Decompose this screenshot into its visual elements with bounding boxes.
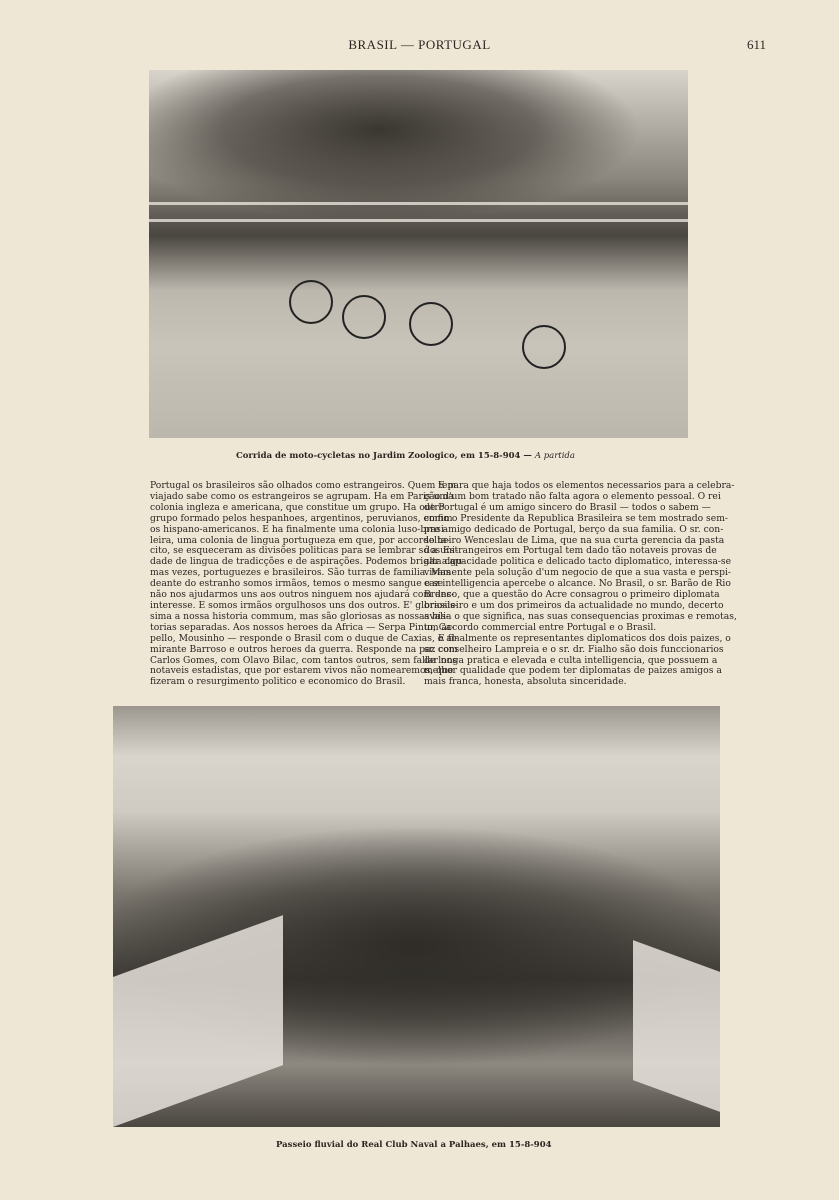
banquet-table <box>113 915 283 1127</box>
article-left-column <box>150 480 466 688</box>
text-line: pello, Mousinho — responde o Brasil com o duque de Caxias, o al- <box>150 632 458 644</box>
text-line: selheiro Wenceslau de Lima, que na sua curta gerencia da pasta <box>424 534 725 546</box>
text-line: ção d'um bom tratado não falta agora o elemento pessoal. O rei <box>424 490 721 502</box>
running-header: BRASIL — PORTUGAL <box>348 37 491 52</box>
grandstand-railing <box>149 202 688 222</box>
text-line: E para que haja todos os elementos necessarios para a celebra- <box>438 480 735 491</box>
text-line: E finalmente os representantes diplomaticos dos dois paizes, o <box>438 632 731 644</box>
text-line: Carlos Gomes, com Olavo Bilac, com tantos outros, sem fallar nos <box>150 654 457 666</box>
photo-naval-club-banquet <box>113 706 720 1127</box>
page-number: 611 <box>747 37 767 52</box>
text-line: os hispano-americanos. E ha finalmente uma colonia luso-brasi- <box>150 523 447 535</box>
bicycle-wheel <box>342 295 386 339</box>
text-line: de Portugal é um amigo sincero do Brasil — todos o sabem — <box>424 501 711 513</box>
text-line: dade de lingua de tradicções e de aspirações. Podemos brigar algu- <box>150 556 466 568</box>
bicycle-wheel <box>289 280 333 324</box>
text-line: notaveis estadistas, que por estarem vivos não nomearemos, que <box>150 665 454 677</box>
text-line: cito, se esqueceram as divisões politicas para se lembrar só a uni- <box>150 545 459 557</box>
text-line: colonia ingleza e americana, que constitue um grupo. Ha outro <box>150 501 445 513</box>
text-line: de longa pratica e elevada e culta intelligencia, que possuem a <box>424 654 718 666</box>
text-line: brasileiro e um dos primeiros da actualidade no mundo, decerto <box>424 599 724 611</box>
text-line: sr. conselheiro Lampreia e o sr. dr. Fialho são dois funccionarios <box>424 643 724 655</box>
figure1-caption: Corrida de moto-cycletas no Jardim Zoologico, em 15-8-904 — A partida <box>236 451 575 461</box>
article-right-column <box>424 480 737 688</box>
text-line: não nos ajudarmos uns aos outros ninguem nos ajudará com des- <box>150 589 455 601</box>
text-line: pre amigo dedicado de Portugal, berço da sua familia. O sr. con- <box>424 523 724 535</box>
banquet-table <box>633 940 720 1112</box>
figure2-caption: Passeio fluvial do Real Club Naval a Palhaes, em 15-8-904 <box>276 1140 552 1150</box>
bicycle-wheel <box>409 302 453 346</box>
text-line: um accordo commercial entre Portugal e o Brasil. <box>424 621 657 633</box>
bicycle-wheel <box>522 325 566 369</box>
text-line: mirante Barroso e outros heroes da guerra. Responde na paz com <box>150 643 458 655</box>
text-line: alta capacidade politica e delicado tacto diplomatico, interessa-se <box>424 556 732 568</box>
text-line: vivamente pela solução d'um negocio de que a sua vasta e perspi- <box>424 567 732 579</box>
text-line: Portugal os brasileiros são olhados como estrangeiros. Quem tem <box>150 480 457 491</box>
text-line: como o Presidente da Republica Brasileira se tem mostrado sem- <box>424 512 729 524</box>
text-line: melhor qualidade que podem ter diplomatas de paizes amigos a <box>424 665 722 677</box>
text-line: dos Estrangeiros em Portugal tem dado tão notaveis provas de <box>424 545 717 557</box>
text-line: avalia o que significa, nas suas consequencias proximas e remotas, <box>424 610 737 622</box>
text-line: deante do estranho somos irmãos, temos o mesmo sangue e se <box>150 578 444 590</box>
photo-motorcycle-race <box>149 70 688 438</box>
text-line: grupo formado pelos hespanhoes, argentinos, peruvianos, emfim <box>150 512 453 524</box>
text-line: interesse. E somos irmãos orgulhosos uns dos outros. E' gloriosis- <box>150 599 458 611</box>
text-line: Branco, que a questão do Acre consagrou o primeiro diplomata <box>424 589 720 601</box>
text-line: mas vezes, portuguezes e brasileiros. São turras de familia. Mas <box>150 567 451 579</box>
text-line: torias separadas. Aos nossos heroes da Africa — Serpa Pinto, Ca- <box>150 621 455 633</box>
text-line: leira, uma colonia de lingua portugueza em que, por accordo ta- <box>150 534 450 546</box>
text-line: mais franca, honesta, absoluta sinceridade. <box>424 676 627 688</box>
text-line: caz intelligencia apercebe o alcance. No Brasil, o sr. Barão de Rio <box>424 578 731 590</box>
text-line: fizeram o resurgimento politico e economico do Brasil. <box>150 676 406 688</box>
text-line: viajado sabe como os estrangeiros se agrupam. Ha em Paris uma <box>150 490 454 502</box>
text-line: sima a nossa historia commum, mas são gloriosas as nossas his- <box>150 610 449 622</box>
